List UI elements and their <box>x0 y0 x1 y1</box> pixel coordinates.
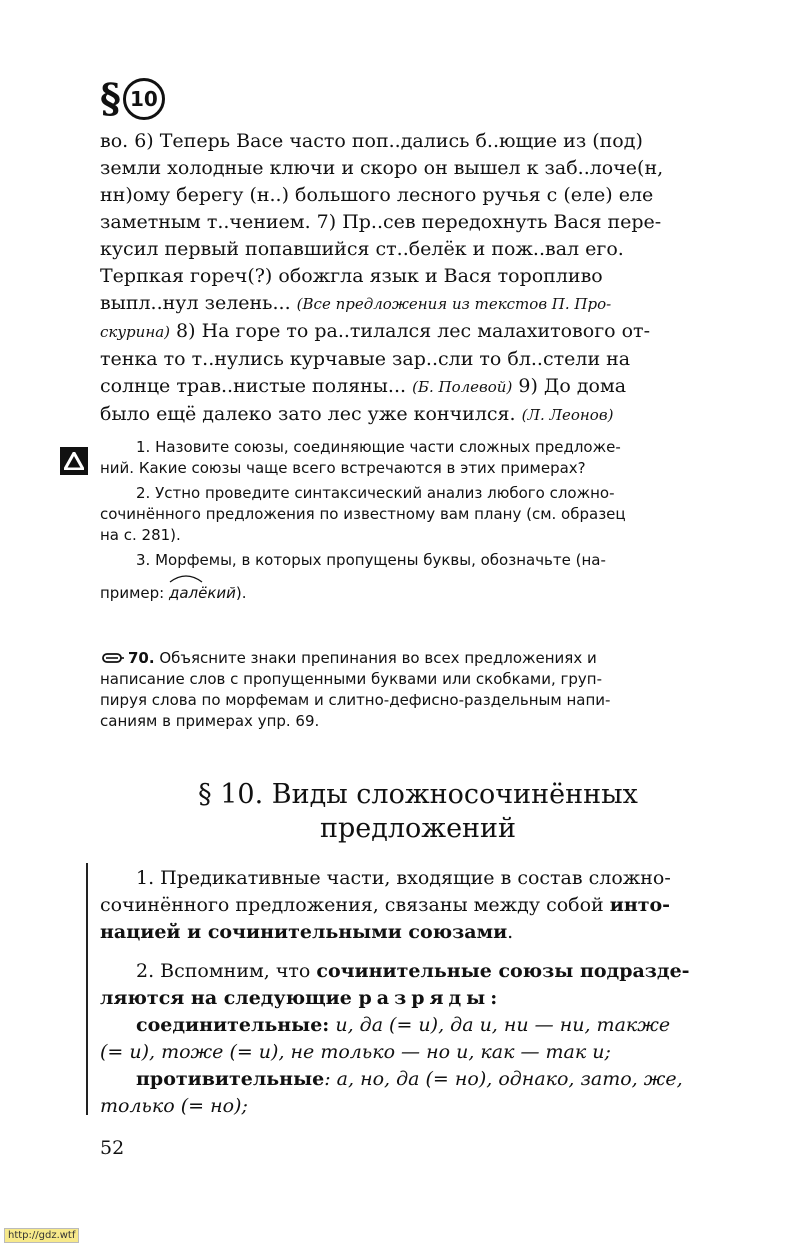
text-line <box>100 1066 736 1093</box>
text-fragment: 2. Вспомним, что <box>136 960 317 982</box>
heading-line: § 10. Виды сложносочинённых <box>198 779 638 810</box>
source-citation: (Л. Леонов) <box>521 406 614 424</box>
spaced-term: разряды <box>358 987 491 1009</box>
triangle-task-icon <box>60 447 88 475</box>
text-fragment: 8) На горе то ра..тилался лес малахитового от- <box>170 320 650 342</box>
text-line: саниям в примерах упр. 69. <box>100 712 320 730</box>
section-marker <box>100 74 165 124</box>
section-sign: § <box>100 75 121 122</box>
page-number: 52 <box>100 1137 125 1159</box>
task-item: сочинённого предложения по известному вам плану (см. образец <box>100 505 626 523</box>
heading-line: предложений <box>319 813 517 844</box>
text-fragment: . <box>507 921 514 943</box>
text-line: тенка то т..нулись курчавые зар..сли то бл..стели на <box>100 348 631 370</box>
task-item: ний. Какие союзы чаще всего встречаются в этих примерах? <box>100 459 586 477</box>
text-fragment: выпл..нул зелень... <box>100 292 297 314</box>
text-line <box>100 290 736 318</box>
example-word: далёкий <box>168 584 236 602</box>
text-line: нн)ому берегу (н..) большого лесного ручья с (еле) еле <box>100 184 654 206</box>
text-line <box>100 318 736 346</box>
conjunction-list: (= и), тоже (= и), не только — но и, как — так и; <box>100 1041 611 1063</box>
text-fragment: было ещё далеко зато лес уже кончился. <box>100 403 522 425</box>
source-citation: скурина) <box>100 323 170 341</box>
text-line <box>100 985 736 1012</box>
bold-term: ляются на следующие <box>100 987 359 1009</box>
task-item: 3. Морфемы, в которых пропущены буквы, обозначьте (на- <box>136 551 606 569</box>
text-line: Терпкая гореч(?) обожгла язык и Вася торопливо <box>100 265 603 287</box>
text-line: земли холодные ключи и скоро он вышел к заб..лоче(н, <box>100 157 664 179</box>
text-fragment: пример: <box>100 584 169 602</box>
morpheme-example <box>169 583 236 604</box>
task-item <box>100 583 736 604</box>
text-fragment: : <box>490 987 498 1009</box>
text-line <box>100 958 736 985</box>
bold-term: противительные <box>136 1068 325 1090</box>
text-fragment: ). <box>235 584 247 602</box>
section-number-circle: 10 <box>123 78 165 120</box>
exercise-69-text <box>100 128 736 429</box>
task-item: 1. Назовите союзы, соединяющие части сложных предложе- <box>136 438 621 456</box>
task-list <box>100 437 736 604</box>
bold-term: инто- <box>609 894 671 916</box>
text-line <box>100 1012 736 1039</box>
text-line <box>100 892 736 919</box>
source-citation: (Все предложения из текстов П. Про- <box>296 295 612 313</box>
text-line: пируя слова по морфемам и слитно-дефисно-раздельным напи- <box>100 691 611 709</box>
section-heading <box>100 778 736 846</box>
conjunction-list: только (= но); <box>100 1095 248 1117</box>
text-line <box>100 648 736 669</box>
conjunction-list: и, да (= и), да и, ни — ни, также <box>329 1014 671 1036</box>
text-line: во. 6) Теперь Васе часто поп..дались б..ющие из (под) <box>100 130 643 152</box>
pencil-exercise-icon <box>100 652 124 664</box>
exercise-number: 70. <box>128 649 155 667</box>
bold-term: нацией и сочинительными союзами <box>100 921 508 943</box>
text-fragment: 9) До дома <box>512 375 627 397</box>
text-line <box>100 373 736 401</box>
text-line: 1. Предикативные части, входящие в состав сложно- <box>136 867 671 889</box>
source-citation: (Б. Полевой) <box>412 378 513 396</box>
bold-term: сочинительные союзы подразде- <box>316 960 690 982</box>
text-line <box>100 919 736 946</box>
bold-term: соединительные: <box>136 1014 330 1036</box>
watermark-link[interactable]: http://gdz.wtf <box>4 1228 79 1243</box>
text-line: кусил первый попавшийся ст..белёк и пож..вал его. <box>100 238 624 260</box>
text-line: заметным т..чением. 7) Пр..сев передохнуть Вася пере- <box>100 211 662 233</box>
text-fragment: Объясните знаки препинания во всех предложениях и <box>154 649 597 667</box>
text-line <box>100 401 736 429</box>
text-fragment: сочинённого предложения, связаны между собой <box>100 894 610 916</box>
task-item: на с. 281). <box>100 526 181 544</box>
exercise-70 <box>100 648 736 732</box>
text-line: написание слов с пропущенными буквами или скобками, груп- <box>100 670 603 688</box>
theory-block <box>100 865 736 1120</box>
margin-rule <box>86 863 88 1115</box>
text-fragment: солнце трав..нистые поляны... <box>100 375 413 397</box>
task-item: 2. Устно проведите синтаксический анализ любого сложно- <box>136 484 615 502</box>
conjunction-list: : а, но, да (= но), однако, зато, же, <box>324 1068 683 1090</box>
